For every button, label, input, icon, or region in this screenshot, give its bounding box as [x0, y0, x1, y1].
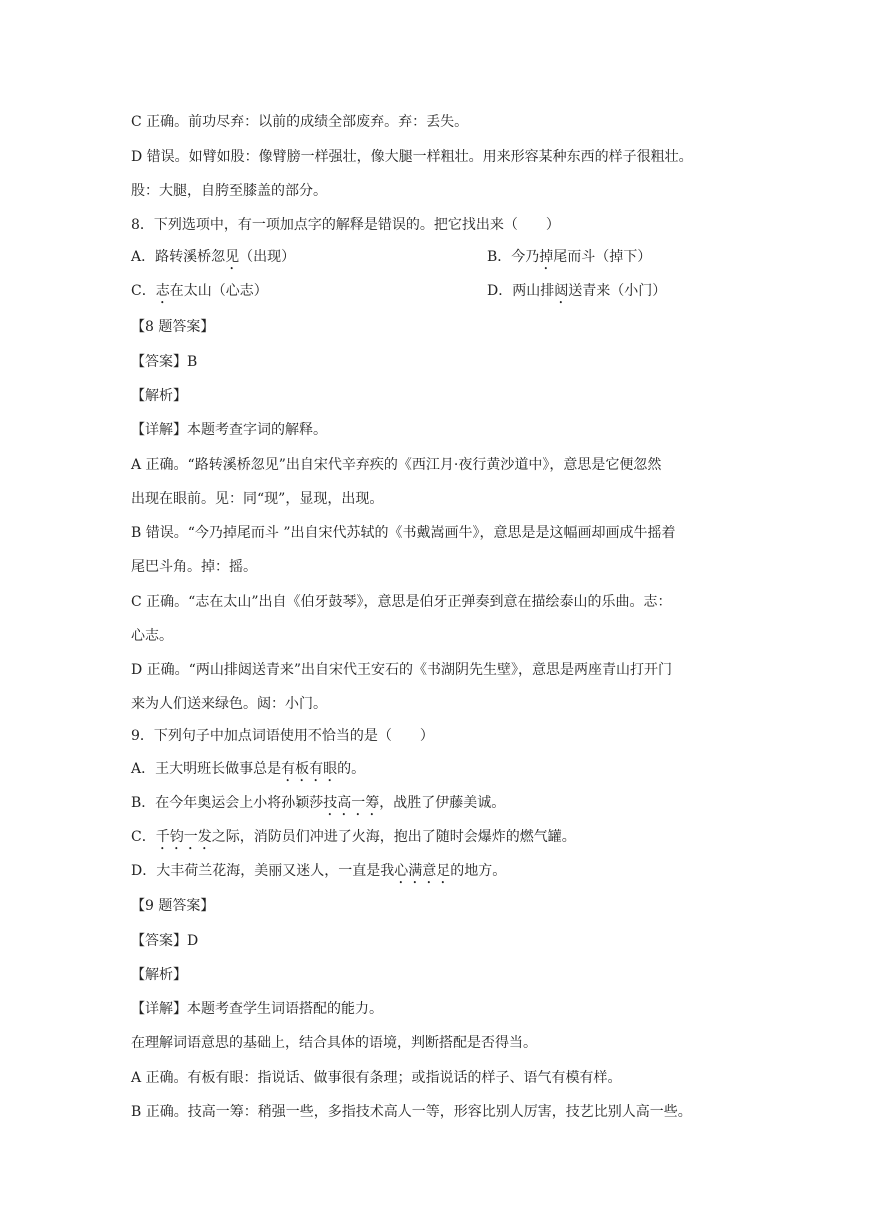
paragraph-line: 尾巴斗角。掉：摇。 [131, 559, 257, 575]
option-text: 的地方。 [450, 863, 507, 879]
answer-9-heading: 【9 题答案】 [131, 898, 215, 914]
answer-9-analysis-label: 【解析】 [131, 967, 187, 983]
option-text: A．王大明班长做事总是 [131, 761, 282, 777]
paragraph-line: B 正确。技高一筹：稍强一些，多指技术高人一等，形容比别人厉害，技艺比别人高一些。 [131, 1104, 692, 1120]
option-9d [131, 861, 506, 887]
option-text: ，战胜了伊藤美诚。 [379, 795, 506, 811]
dotted-phrase: 千钧一发 [155, 829, 212, 845]
option-8b [487, 247, 651, 273]
option-text: B．在今年奥运会上小将孙颖莎 [131, 795, 324, 811]
answer-9-detail: 【详解】本题考查学生词语搭配的能力。 [131, 1001, 383, 1017]
dotted-char: 见 [225, 249, 240, 265]
paragraph-line: C 正确。前功尽弃：以前的成绩全部废弃。弃：丢失。 [131, 114, 469, 130]
paragraph-line: 心志。 [131, 628, 173, 644]
question-9-stem: 9．下列句子中加点词语使用不恰当的是（ ） [131, 728, 434, 744]
option-text: C． [131, 283, 156, 299]
dotted-char: 掉 [539, 249, 554, 265]
answer-8-detail: 【详解】本题考查字词的解释。 [131, 422, 327, 438]
option-text: 尾而斗（掉下） [553, 249, 652, 265]
answer-9-answer: 【答案】D [131, 933, 199, 949]
paragraph-line: A 正确。“路转溪桥忽见”出自宋代辛弃疾的《西江月·夜行黄沙道中》，意思是它便忽然 [131, 457, 662, 473]
dotted-char: 志 [155, 283, 170, 299]
option-text: B．今乃 [487, 249, 540, 265]
paragraph-line: 在理解词语意思的基础上，结合具体的语境，判断搭配是否得当。 [131, 1035, 537, 1051]
option-text: 送青来（小门） [568, 283, 667, 299]
option-8d [487, 281, 666, 307]
paragraph-line: 股：大腿，自胯至膝盖的部分。 [131, 183, 327, 199]
dotted-char: 闼 [554, 283, 569, 299]
paragraph-line: A 正确。有板有眼：指说话、做事很有条理；或指说话的样子、语气有模有样。 [131, 1070, 622, 1086]
option-9a [131, 759, 365, 785]
paragraph-line: D 错误。如臂如股：像臂膀一样强壮，像大腿一样粗壮。用来形容某种东西的样子很粗壮。 [131, 149, 693, 165]
dotted-phrase: 技高一筹 [323, 795, 380, 811]
paragraph-line: D 正确。“两山排闼送青来”出自宋代王安石的《书湖阴先生壁》，意思是两座青山打开门 [131, 662, 672, 678]
paragraph-line: C 正确。“志在太山”出自《伯牙鼓琴》，意思是伯牙正弹奏到意在描绘泰山的乐曲。志： [131, 594, 672, 610]
paragraph-line: 来为人们送来绿色。闼：小门。 [131, 696, 327, 712]
option-text: D．两山排 [487, 283, 555, 299]
question-8-stem: 8．下列选项中，有一项加点字的解释是错误的。把它找出来（ ） [131, 217, 560, 233]
option-9b [131, 793, 505, 819]
option-text: 的。 [337, 761, 366, 777]
answer-8-heading: 【8 题答案】 [131, 319, 215, 335]
answer-8-answer: 【答案】B [131, 354, 198, 370]
answer-8-analysis-label: 【解析】 [131, 388, 187, 404]
option-9c [131, 827, 576, 853]
option-text: 在太山（心志） [169, 283, 268, 299]
option-text: 之际，消防员们冲进了火海，抱出了随时会爆炸的燃气罐。 [211, 829, 576, 845]
option-8a [131, 247, 295, 273]
option-text: C． [131, 829, 156, 845]
option-text: （出现） [239, 249, 296, 265]
dotted-phrase: 有板有眼 [281, 761, 338, 777]
paragraph-line: B 错误。“今乃掉尾而斗 ”出自宋代苏轼的《书戴嵩画牛》，意思是是这幅画却画成牛摇着 [131, 525, 676, 541]
paragraph-line: 出现在眼前。见：同“现”，显现，出现。 [131, 491, 384, 507]
dotted-phrase: 心满意足 [394, 863, 451, 879]
option-text: D．大丰荷兰花海，美丽又迷人，一直是我 [131, 863, 395, 879]
option-8c [131, 281, 268, 307]
option-text: A．路转溪桥忽 [131, 249, 226, 265]
